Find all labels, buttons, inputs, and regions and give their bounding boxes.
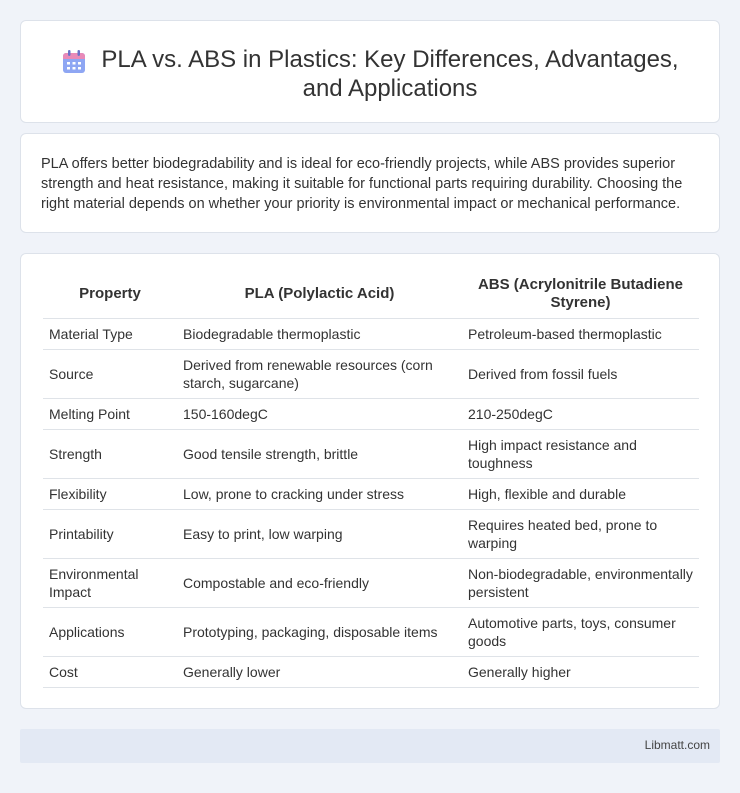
table-row: [43, 607, 699, 656]
cell-property: Printability: [43, 509, 177, 558]
cell-pla: Generally lower: [177, 656, 462, 687]
header-property: Property: [79, 284, 141, 302]
summary-card: [20, 133, 720, 233]
cell-pla: Derived from renewable resources (corn starch, sugarcane): [177, 349, 462, 398]
table-row: [43, 318, 699, 349]
cell-abs: Derived from fossil fuels: [462, 349, 699, 398]
cell-pla: Low, prone to cracking under stress: [177, 478, 462, 509]
header-abs: ABS (Acrylonitrile Butadiene Styrene): [477, 275, 684, 311]
table-row: [43, 349, 699, 398]
table-row: [43, 656, 699, 687]
cell-property: Material Type: [43, 318, 177, 349]
cell-property: Melting Point: [43, 398, 177, 429]
table-header-row: [43, 270, 699, 318]
cell-property: Flexibility: [43, 478, 177, 509]
header-pla: PLA (Polylactic Acid): [244, 284, 395, 302]
calendar-icon: [61, 49, 87, 75]
title-row: [21, 21, 719, 103]
cell-pla: Easy to print, low warping: [177, 509, 462, 558]
cell-pla: Prototyping, packaging, disposable items: [177, 607, 462, 656]
cell-abs: 210-250degC: [462, 398, 699, 429]
cell-pla: Compostable and eco-friendly: [177, 558, 462, 607]
cell-abs: Generally higher: [462, 656, 699, 687]
footer: [20, 729, 720, 763]
cell-property: Applications: [43, 607, 177, 656]
cell-property: Environmental Impact: [43, 558, 177, 607]
cell-pla: Good tensile strength, brittle: [177, 429, 462, 478]
cell-property: Strength: [43, 429, 177, 478]
cell-abs: High, flexible and durable: [462, 478, 699, 509]
table-row: [43, 478, 699, 509]
cell-pla: Biodegradable thermoplastic: [177, 318, 462, 349]
cell-pla: 150-160degC: [177, 398, 462, 429]
cell-abs: Automotive parts, toys, consumer goods: [462, 607, 699, 656]
summary-text: PLA offers better biodegradability and is ideal for eco-friendly projects, while ABS provides superior strength and heat resistance, making it suitable for functional parts requiring durability. Choosing the right material depends on whether your priority is environmental impact or mechanical performance.: [41, 156, 683, 212]
page-title: PLA vs. ABS in Plastics: Key Differences, Advantages, and Applications: [101, 46, 679, 102]
comparison-table-card: [20, 253, 720, 709]
table-row: [43, 558, 699, 607]
table-row: [43, 429, 699, 478]
cell-abs: Non-biodegradable, environmentally persistent: [462, 558, 699, 607]
footer-brand-link[interactable]: Libmatt.com: [644, 738, 710, 752]
cell-property: Source: [43, 349, 177, 398]
cell-abs: High impact resistance and toughness: [462, 429, 699, 478]
table-row: [43, 398, 699, 429]
table-row: [43, 509, 699, 558]
cell-property: Cost: [43, 656, 177, 687]
cell-abs: Requires heated bed, prone to warping: [462, 509, 699, 558]
title-card: [20, 20, 720, 123]
comparison-table: [43, 270, 699, 688]
cell-abs: Petroleum-based thermoplastic: [462, 318, 699, 349]
